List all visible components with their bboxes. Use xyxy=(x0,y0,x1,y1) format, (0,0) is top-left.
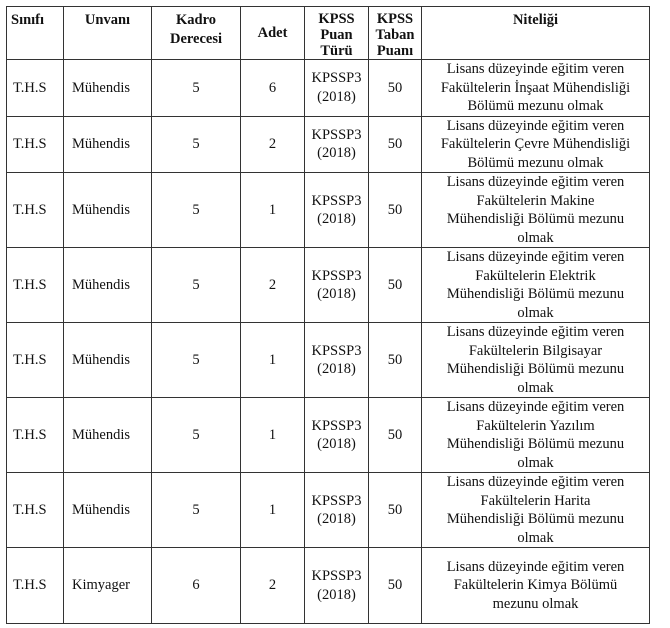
cell-kpss-taban-puani: 50 xyxy=(369,323,422,398)
header-kadro-derecesi: Kadro Derecesi xyxy=(152,7,241,60)
puan-turu-line: KPSSP3 xyxy=(311,342,362,359)
nitelik-line: Mühendisliği Bölümü mezunu xyxy=(446,361,625,377)
cell-kpss-puan-turu xyxy=(305,248,369,323)
nitelik-line: Mühendisliği Bölümü mezunu xyxy=(446,436,625,452)
nitelik-line: olmak xyxy=(517,379,554,396)
cell-niteligi xyxy=(422,173,650,248)
table-row xyxy=(7,548,650,624)
header-kpss-puan-turu: KPSS Puan Türü xyxy=(305,7,369,60)
header-niteligi: Niteliği xyxy=(422,7,650,60)
cell-kpss-puan-turu xyxy=(305,60,369,117)
cell-adet: 1 xyxy=(241,323,305,398)
puan-turu-line: KPSSP3 xyxy=(311,70,362,87)
table-row xyxy=(7,116,650,173)
cell-sinifi: T.H.S xyxy=(7,398,64,473)
cell-kadro-derecesi: 5 xyxy=(152,60,241,117)
cell-sinifi: T.H.S xyxy=(7,173,64,248)
puan-turu-year: (2018) xyxy=(317,145,356,162)
table-body xyxy=(7,60,650,624)
cell-unvani: Mühendis xyxy=(64,323,152,398)
nitelik-line: Lisans düzeyinde eğitim veren xyxy=(446,324,625,340)
cell-niteligi xyxy=(422,473,650,548)
cell-kpss-puan-turu xyxy=(305,323,369,398)
nitelik-line: Lisans düzeyinde eğitim veren xyxy=(446,117,625,134)
nitelik-line: Fakültelerin Elektrik xyxy=(475,267,596,284)
nitelik-line: Bölümü mezunu olmak xyxy=(467,98,604,114)
cell-unvani: Mühendis xyxy=(64,173,152,248)
nitelik-line: Mühendisliği Bölümü mezunu xyxy=(446,511,625,527)
cell-unvani: Mühendis xyxy=(64,398,152,473)
table-row xyxy=(7,173,650,248)
cell-niteligi xyxy=(422,548,650,624)
cell-kpss-taban-puani: 50 xyxy=(369,173,422,248)
cell-sinifi: T.H.S xyxy=(7,323,64,398)
nitelik-line: Fakültelerin Harita xyxy=(480,492,591,509)
cell-sinifi: T.H.S xyxy=(7,60,64,117)
header-unvani: Unvanı xyxy=(64,7,152,60)
nitelik-line: Lisans düzeyinde eğitim veren xyxy=(446,174,625,190)
nitelik-line: Mühendisliği Bölümü mezunu xyxy=(446,211,625,227)
nitelik-line: olmak xyxy=(517,454,554,471)
puan-turu-line: KPSSP3 xyxy=(311,417,362,434)
table-row xyxy=(7,248,650,323)
puan-turu-year: (2018) xyxy=(317,211,356,227)
nitelik-line: olmak xyxy=(517,229,554,246)
header-kpss-taban-puani: KPSS Taban Puanı xyxy=(369,7,422,60)
nitelik-line: Lisans düzeyinde eğitim veren xyxy=(446,399,625,415)
nitelik-line: Lisans düzeyinde eğitim veren xyxy=(446,249,625,265)
cell-kpss-taban-puani: 50 xyxy=(369,398,422,473)
cell-niteligi xyxy=(422,60,650,117)
nitelik-line: Lisans düzeyinde eğitim veren xyxy=(446,558,625,575)
cell-adet: 2 xyxy=(241,248,305,323)
cell-kpss-puan-turu xyxy=(305,398,369,473)
cell-sinifi: T.H.S xyxy=(7,548,64,624)
nitelik-line: mezunu olmak xyxy=(492,595,579,612)
puan-turu-year: (2018) xyxy=(317,511,356,527)
cell-adet: 1 xyxy=(241,398,305,473)
cell-sinifi: T.H.S xyxy=(7,116,64,173)
cell-kadro-derecesi: 6 xyxy=(152,548,241,624)
nitelik-line: Fakültelerin Bilgisayar xyxy=(468,342,603,359)
table-row xyxy=(7,473,650,548)
puan-turu-year: (2018) xyxy=(317,88,356,105)
nitelik-line: olmak xyxy=(517,529,554,546)
puan-turu-line: KPSSP3 xyxy=(311,192,362,209)
cell-sinifi: T.H.S xyxy=(7,248,64,323)
cell-kadro-derecesi: 5 xyxy=(152,173,241,248)
cell-kadro-derecesi: 5 xyxy=(152,116,241,173)
cell-kadro-derecesi: 5 xyxy=(152,248,241,323)
nitelik-line: Fakültelerin Yazılım xyxy=(476,417,595,434)
puan-turu-line: KPSSP3 xyxy=(311,568,362,584)
header-sinifi: Sınıfı xyxy=(7,7,64,60)
cell-adet: 1 xyxy=(241,473,305,548)
puan-turu-year: (2018) xyxy=(317,361,356,377)
cell-kpss-taban-puani: 50 xyxy=(369,473,422,548)
nitelik-line: Fakültelerin İnşaat Mühendisliği xyxy=(440,79,631,96)
cell-niteligi xyxy=(422,116,650,173)
cell-adet: 6 xyxy=(241,60,305,117)
cell-niteligi xyxy=(422,398,650,473)
puan-turu-year: (2018) xyxy=(317,286,356,302)
puan-turu-line: KPSSP3 xyxy=(311,492,362,509)
cell-unvani: Mühendis xyxy=(64,473,152,548)
cell-kpss-puan-turu xyxy=(305,548,369,624)
cell-kpss-taban-puani: 50 xyxy=(369,548,422,624)
cell-niteligi xyxy=(422,323,650,398)
puan-turu-line: KPSSP3 xyxy=(311,267,362,284)
nitelik-line: Lisans düzeyinde eğitim veren xyxy=(446,61,625,77)
cell-kpss-puan-turu xyxy=(305,173,369,248)
cell-sinifi: T.H.S xyxy=(7,473,64,548)
puan-turu-year: (2018) xyxy=(317,586,356,603)
cell-kpss-taban-puani: 50 xyxy=(369,60,422,117)
cell-unvani: Mühendis xyxy=(64,248,152,323)
table-row xyxy=(7,398,650,473)
puan-turu-line: KPSSP3 xyxy=(311,126,362,143)
header-adet: Adet xyxy=(241,7,305,60)
cell-niteligi xyxy=(422,248,650,323)
nitelik-line: Mühendisliği Bölümü mezunu xyxy=(446,286,625,302)
cell-unvani: Mühendis xyxy=(64,116,152,173)
table-row xyxy=(7,60,650,117)
cell-kadro-derecesi: 5 xyxy=(152,398,241,473)
puan-turu-year: (2018) xyxy=(317,436,356,452)
table-row xyxy=(7,323,650,398)
nitelik-line: Fakültelerin Çevre Mühendisliği xyxy=(440,136,631,152)
cell-kadro-derecesi: 5 xyxy=(152,323,241,398)
cell-kpss-taban-puani: 50 xyxy=(369,248,422,323)
cell-unvani: Mühendis xyxy=(64,60,152,117)
table-header-row xyxy=(7,7,650,60)
nitelik-line: Bölümü mezunu olmak xyxy=(467,154,604,171)
nitelik-line: Lisans düzeyinde eğitim veren xyxy=(446,474,625,490)
positions-table xyxy=(6,6,650,624)
cell-adet: 2 xyxy=(241,548,305,624)
cell-kpss-puan-turu xyxy=(305,473,369,548)
cell-kpss-puan-turu xyxy=(305,116,369,173)
cell-adet: 1 xyxy=(241,173,305,248)
nitelik-line: Fakültelerin Kimya Bölümü xyxy=(453,577,618,594)
cell-kadro-derecesi: 5 xyxy=(152,473,241,548)
nitelik-line: Fakültelerin Makine xyxy=(476,192,595,209)
nitelik-line: olmak xyxy=(517,304,554,321)
cell-kpss-taban-puani: 50 xyxy=(369,116,422,173)
cell-unvani: Kimyager xyxy=(64,548,152,624)
cell-adet: 2 xyxy=(241,116,305,173)
